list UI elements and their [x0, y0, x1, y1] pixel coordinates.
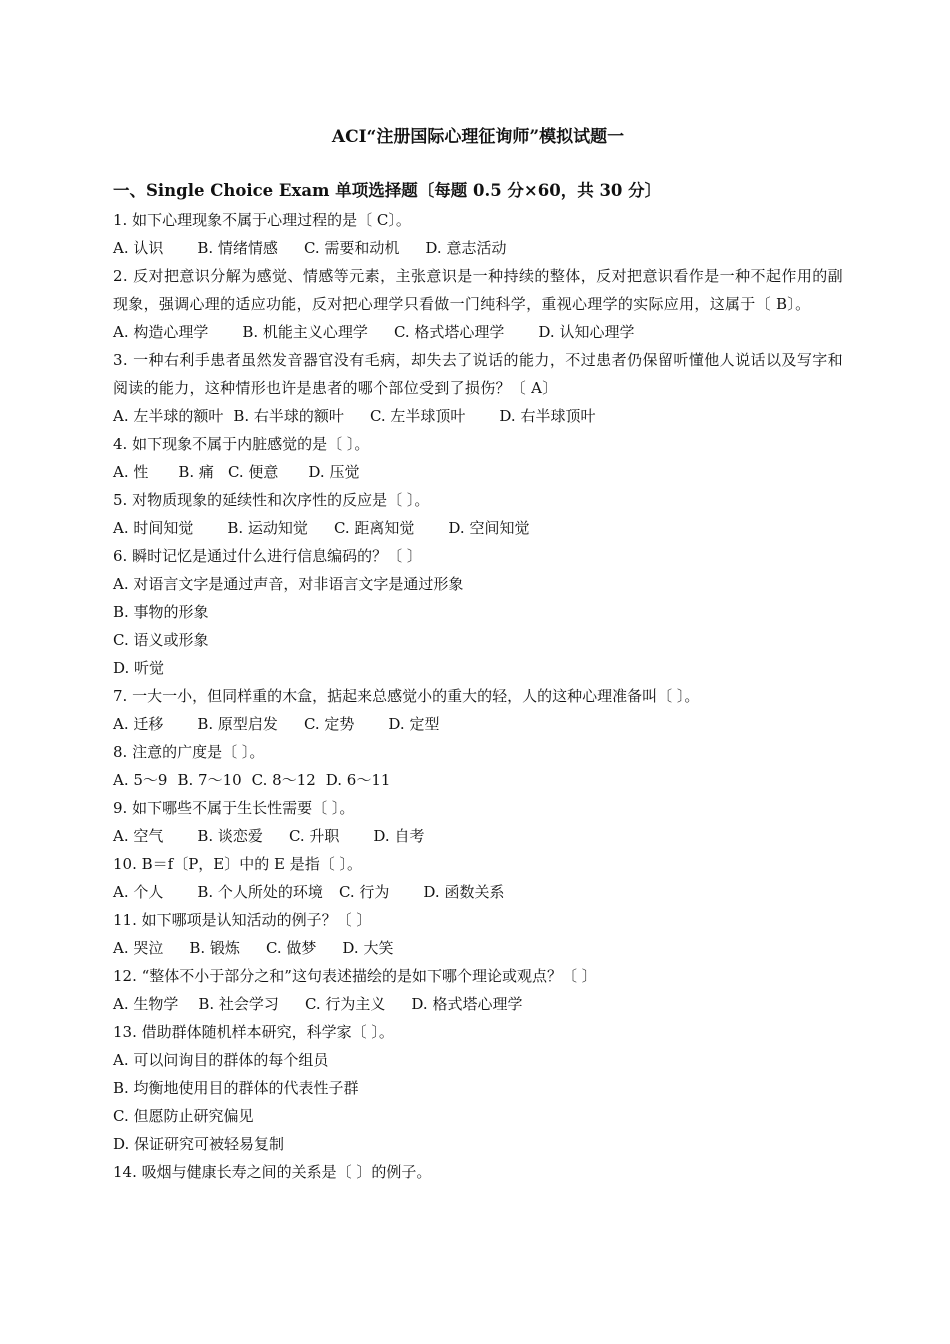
answer-option: B. 事物的形象 [113, 603, 209, 621]
answer-option: B. 均衡地使用目的群体的代表性子群 [113, 1079, 359, 1097]
answer-option: A. 构造心理学 [113, 323, 209, 341]
question-stem: 6. 瞬时记忆是通过什么进行信息编码的？〔 〕 [113, 547, 422, 565]
answer-option: B. 机能主义心理学 [242, 323, 368, 341]
question-stem: 12. “整体不小于部分之和”这句表述描绘的是如下哪个理论或观点？〔 〕 [113, 967, 597, 985]
question-stem: 8. 注意的广度是〔 〕。 [113, 743, 265, 761]
answer-option: D. 认知心理学 [538, 323, 635, 341]
option-row [113, 458, 843, 486]
question-stem: 2. 反对把意识分解为感觉、情感等元素，主张意识是一种持续的整体，反对把意识看作是一种不起作用的副现象，强调心理的适应功能，反对把心理学只看做一门纯科学，重视心理学的实际应用，这属于〔 B〕。 [113, 267, 843, 313]
answer-option: B. 运动知觉 [227, 519, 308, 537]
option-row [113, 514, 843, 542]
answer-option: D. 自考 [373, 827, 425, 845]
question-stem: 1. 如下心理现象不属于心理过程的是〔 C〕。 [113, 211, 411, 229]
answer-option: A. 迁移 [113, 715, 164, 733]
answer-option: A. 性 [113, 463, 149, 481]
question-stem: 5. 对物质现象的延续性和次序性的反应是〔 〕。 [113, 491, 430, 509]
answer-option: A. 5～9 [113, 771, 168, 789]
answer-option: C. 8～12 [251, 771, 316, 789]
answer-option: B. 痛 [178, 463, 214, 481]
answer-option: C. 做梦 [265, 939, 317, 957]
answer-option: A. 时间知觉 [113, 519, 194, 537]
answer-option: C. 定势 [303, 715, 355, 733]
answer-option: B. 锻炼 [189, 939, 240, 957]
answer-option: C. 行为主义 [304, 995, 386, 1013]
answer-option: D. 空间知觉 [448, 519, 530, 537]
answer-option: C. 格式塔心理学 [393, 323, 505, 341]
document-title: ACI“注册国际心理征询师”模拟试题一 [331, 127, 625, 147]
answer-option: B. 右半球的额叶 [233, 407, 344, 425]
answer-option: A. 对语言文字是通过声音，对非语言文字是通过形象 [113, 575, 464, 593]
answer-option: C. 便意 [227, 463, 279, 481]
answer-option: A. 左半球的额叶 [113, 407, 224, 425]
answer-option: D. 函数关系 [423, 883, 505, 901]
answer-option: B. 个人所处的环境 [197, 883, 323, 901]
answer-option: D. 右半球顶叶 [499, 407, 596, 425]
answer-option: C. 行为 [338, 883, 390, 901]
answer-option: D. 压觉 [308, 463, 360, 481]
option-row [113, 990, 843, 1018]
question-list [113, 206, 843, 1186]
answer-option: B. 情绪情感 [197, 239, 278, 257]
question-stem: 9. 如下哪些不属于生长性需要〔 〕。 [113, 799, 355, 817]
answer-option: C. 但愿防止研究偏见 [113, 1107, 254, 1125]
answer-option: D. 意志活动 [425, 239, 507, 257]
question-stem: 3. 一种右利手患者虽然发音器官没有毛病，却失去了说话的能力，不过患者仍保留听懂他人说话以及写字和阅读的能力，这种情形也许是患者的哪个部位受到了损伤？〔 A〕 [113, 351, 843, 397]
answer-option: D. 格式塔心理学 [411, 995, 523, 1013]
answer-option: D. 定型 [388, 715, 440, 733]
answer-option: B. 原型启发 [197, 715, 278, 733]
answer-option: B. 7～10 [177, 771, 242, 789]
answer-option: C. 左半球顶叶 [369, 407, 466, 425]
question-stem: 4. 如下现象不属于内脏感觉的是〔 〕。 [113, 435, 370, 453]
answer-option: D. 6～11 [325, 771, 391, 789]
option-row [113, 402, 843, 430]
answer-option: A. 可以问询目的群体的每个组员 [113, 1051, 329, 1069]
answer-option: C. 升职 [288, 827, 340, 845]
answer-option: C. 距离知觉 [333, 519, 415, 537]
question-stem: 13. 借助群体随机样本研究，科学家〔 〕。 [113, 1023, 394, 1041]
answer-option: A. 生物学 [113, 995, 179, 1013]
question-stem: 7. 一大一小，但同样重的木盒，掂起来总感觉小的重大的轻，人的这种心理准备叫〔 〕。 [113, 687, 700, 705]
option-row [113, 878, 843, 906]
question-stem: 10. B＝f〔P，E〕中的 E 是指〔 〕。 [113, 855, 362, 873]
answer-option: C. 语义或形象 [113, 631, 209, 649]
answer-option: A. 个人 [113, 883, 164, 901]
option-row [113, 318, 843, 346]
document-page [113, 120, 843, 1186]
option-row [113, 766, 843, 794]
answer-option: D. 听觉 [113, 659, 165, 677]
answer-option: D. 大笑 [342, 939, 394, 957]
question-stem: 11. 如下哪项是认知活动的例子？〔 〕 [113, 911, 372, 929]
option-row [113, 234, 843, 262]
answer-option: A. 哭泣 [113, 939, 164, 957]
option-row [113, 934, 843, 962]
answer-option: B. 社会学习 [198, 995, 279, 1013]
answer-option: A. 空气 [113, 827, 164, 845]
answer-option: B. 谈恋爱 [197, 827, 263, 845]
answer-option: C. 需要和动机 [303, 239, 400, 257]
option-row [113, 822, 843, 850]
option-row [113, 710, 843, 738]
answer-option: A. 认识 [113, 239, 164, 257]
question-stem: 14. 吸烟与健康长寿之间的关系是〔 〕的例子。 [113, 1163, 432, 1181]
answer-option: D. 保证研究可被轻易复制 [113, 1135, 285, 1153]
section-heading: 一、Single Choice Exam 单项选择题〔每题 0.5 分×60，共 30 分〕 [113, 181, 662, 200]
